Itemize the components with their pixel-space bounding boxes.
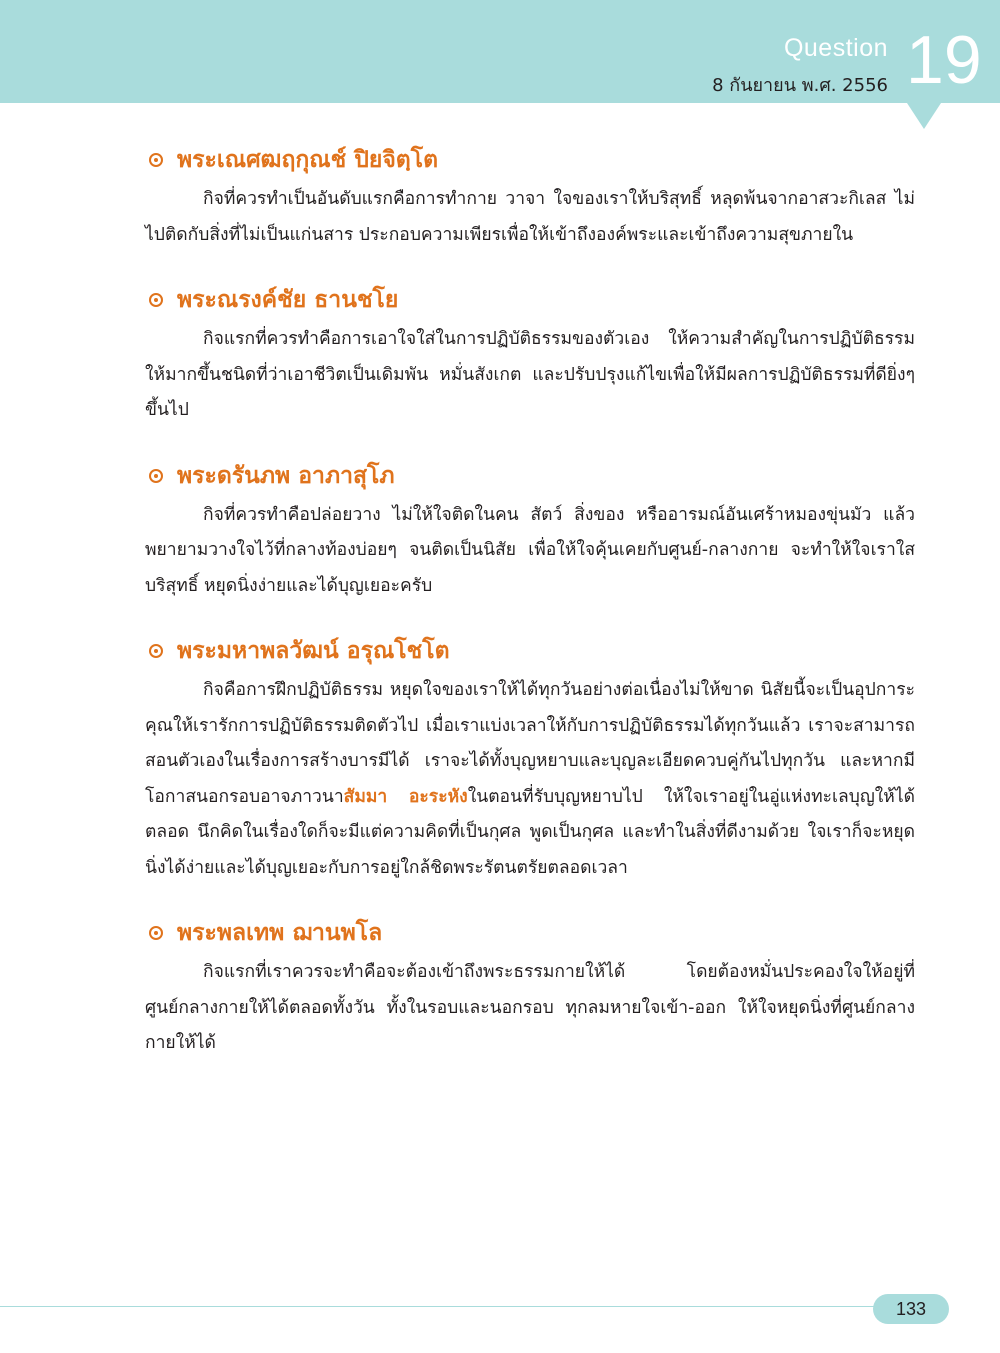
monk-name: พระเณศฒฤกุณช์ ปิยจิตฺโต [177, 147, 439, 173]
question-number: 19 [906, 22, 982, 98]
header-notch [907, 103, 941, 129]
answer-paragraph: กิจที่ควรทำคือปล่อยวาง ไม่ให้ใจติดในคน สัตว์ สิ่งของ หรืออารมณ์อันเศร้าหมองขุ่นมัว แล้วพยายามวางใจไว้ที่กลางท้องบ่อยๆ จนติดเป็นนิสัย เพื่อให้ใจคุ้นเคยกับศูนย์-กลางกาย จะทำให้ใจเราใสบริสุทธิ์ หยุดนิ่งง่ายและได้บุญเยอะครับ [145, 504, 915, 596]
paragraph-text-before: กิจคือการฝึกปฏิบัติธรรม หยุดใจของเราให้ได้ทุกวันอย่างต่อเนื่องไม่ให้ขาด นิสัยนี้จะเป็นอุปการะคุณให้เรารักการปฏิบัติธรรมติดตัวไป เมื่อเราแบ่งเวลาให้กับการปฏิบัติธรรมได้ทุกวันแล้ว เราจะสามารถสอนตัวเองในเรื่องการสร้างบารมีได้ เราจะได้ทั้งบุญหยาบและบุญละเอียดควบคู่กันไปทุกวัน และหากมีโอกาสนอกรอบอาจภาวนา [145, 680, 915, 807]
monk-name: พระดรันภพ อาภาสุโภ [177, 462, 395, 489]
answer-section [145, 631, 915, 886]
section-heading [145, 140, 915, 180]
bullet-icon [149, 153, 163, 167]
answer-section [145, 913, 915, 1062]
answer-section [145, 140, 915, 253]
monk-name: พระณรงค์ชัย ธานชโย [177, 287, 399, 313]
main-content [145, 140, 915, 1089]
section-heading [145, 913, 915, 953]
question-date: 8 กันยายน พ.ศ. 2556 [712, 75, 888, 96]
section-heading [145, 631, 915, 671]
footer-divider [0, 1306, 880, 1307]
section-heading [145, 280, 915, 320]
answer-paragraph: กิจแรกที่ควรทำคือการเอาใจใส่ในการปฏิบัติธรรมของตัวเอง ให้ความสำคัญในการปฏิบัติธรรมให้มากขึ้นชนิดที่ว่าเอาชีวิตเป็นเดิมพัน หมั่นสังเกต และปรับปรุงแก้ไขเพื่อให้มีผลการปฏิบัติธรรมที่ดียิ่งๆ ขึ้นไป [145, 329, 915, 420]
answer-paragraph: กิจที่ควรทำเป็นอันดับแรกคือการทำกาย วาจา ใจของเราให้บริสุทธิ์ หลุดพ้นจากอาสวะกิเลส ไม่ไปติดกับสิ่งที่ไม่เป็นแก่นสาร ประกอบความเพียรเพื่อให้เข้าถึงองค์พระและเข้าถึงความสุขภายใน [145, 189, 915, 245]
monk-name: พระพลเทพ ฌานพโล [177, 920, 383, 946]
answer-section [145, 456, 915, 605]
answer-section [145, 280, 915, 429]
bullet-icon [149, 469, 163, 483]
question-label: Question [783, 34, 888, 62]
highlighted-phrase: สัมมา อะระหัง [343, 786, 468, 807]
section-heading [145, 456, 915, 496]
bullet-icon [149, 926, 163, 940]
page-number: 133 [873, 1294, 949, 1324]
monk-name: พระมหาพลวัฒน์ อรุณโชโต [177, 638, 450, 664]
paragraph-text-after: ในตอนที่รับบุญหยาบไป ให้ใจเราอยู่ในอู่แห่งทะเลบุญให้ได้ตลอด นึกคิดในเรื่องใดก็จะมีแต่ความคิดที่เป็นกุศล พูดเป็นกุศล และทำในสิ่งที่ดีงามด้วย ใจเราก็จะหยุดนิ่งได้ง่ายและได้บุญเยอะกับการอยู่ใกล้ชิดพระรัตนตรัยตลอดเวลา [145, 786, 915, 878]
answer-paragraph: กิจแรกที่เราควรจะทำคือจะต้องเข้าถึงพระธรรมกายให้ได้ โดยต้องหมั่นประคองใจให้อยู่ที่ศูนย์กลางกายให้ได้ตลอดทั้งวัน ทั้งในรอบและนอกรอบ ทุกลมหายใจเข้า-ออก ให้ใจหยุดนิ่งที่ศูนย์กลางกายให้ได้ [145, 962, 915, 1053]
answer-paragraph [145, 673, 915, 886]
bullet-icon [149, 644, 163, 658]
bullet-icon [149, 293, 163, 307]
